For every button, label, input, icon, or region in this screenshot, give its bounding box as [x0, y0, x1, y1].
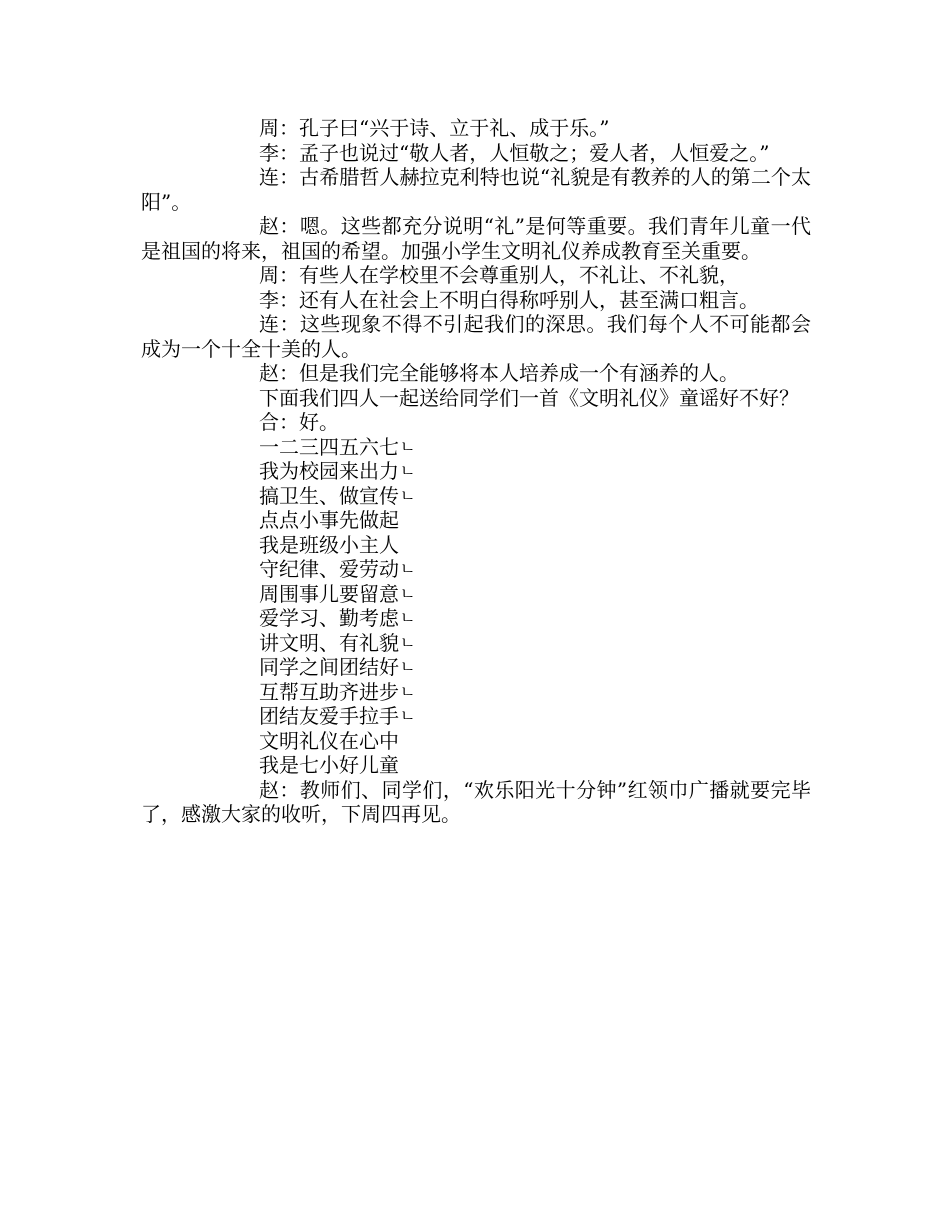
chant-text: 爱学习、勤考虑	[259, 606, 399, 630]
chant-text: 同学之间团结好	[259, 655, 399, 679]
line-end-mark: ㄴ	[400, 485, 416, 505]
chant-line	[141, 533, 811, 558]
chant-text: 讲文明、有礼貌	[259, 630, 399, 655]
chant-line	[141, 435, 811, 460]
chant-line	[141, 729, 811, 754]
dialogue-line: 连：这些现象不得不引起我们的深思。我们每个人不可能都会成为一个十全十美的人。	[141, 312, 811, 361]
dialogue-line: 下面我们四人一起送给同学们一首《文明礼仪》童谣好不好？	[259, 385, 799, 410]
chant-line	[141, 631, 811, 656]
chant-text: 点点小事先做起	[259, 508, 399, 532]
line-end-mark: ㄴ	[400, 706, 416, 725]
line-end-mark: ㄴ	[400, 436, 416, 456]
chant-text: 一二三四五六七	[259, 434, 399, 459]
dialogue-line: 李：孟子也说过“敬人者，人恒敬之；爱人者，人恒爱之。”	[259, 140, 770, 165]
chant-line	[141, 557, 811, 582]
chant-line	[141, 582, 811, 607]
chant-text: 文明礼仪在心中	[259, 728, 399, 753]
chant-verse	[141, 435, 811, 778]
line-end-mark: ㄴ	[400, 608, 416, 627]
chant-line	[141, 655, 811, 680]
chant-text: 互帮互助齐进步	[259, 679, 399, 704]
dialogue-line: 赵：但是我们完全能够将本人培养成一个有涵养的人。	[259, 361, 739, 385]
closing-line: 赵：教师们、同学们，“欢乐阳光十分钟”红领巾广播就要完毕了，感激大家的收听，下周四再见。	[141, 777, 811, 826]
dialogue-line: 周：有些人在学校里不会尊重别人，不礼让、不礼貌，	[259, 263, 739, 287]
document-body	[141, 116, 811, 827]
chant-line	[141, 753, 811, 778]
dialogue-line: 连：古希腊哲人赫拉克利特也说“礼貌是有教养的人的第二个太阳”。	[141, 165, 811, 214]
dialogue-line: 周：孔子曰“兴于诗、立于礼、成于乐。”	[259, 116, 610, 140]
dialogue-line: 合：好。	[259, 410, 339, 434]
line-end-mark: ㄴ	[400, 632, 416, 652]
chant-text: 搞卫生、做宣传	[259, 483, 399, 508]
chant-text: 周围事儿要留意	[259, 581, 399, 606]
chant-line	[141, 606, 811, 631]
dialogue-line: 赵：嗯。这些都充分说明“礼”是何等重要。我们青年儿童一代是祖国的将来，祖国的希望。加强小学生文明礼仪养成教育至关重要。	[141, 214, 811, 263]
dialogue-line: 李：还有人在社会上不明白得称呼别人，甚至满口粗言。	[259, 287, 759, 312]
chant-text: 守纪律、爱劳动	[259, 557, 399, 581]
line-end-mark: ㄴ	[400, 559, 416, 578]
chant-text: 我是七小好儿童	[259, 753, 399, 777]
line-end-mark: ㄴ	[400, 461, 416, 480]
chant-line	[141, 508, 811, 533]
line-end-mark: ㄴ	[400, 681, 416, 701]
chant-line	[141, 680, 811, 705]
line-end-mark: ㄴ	[400, 583, 416, 603]
line-end-mark: ㄴ	[400, 657, 416, 676]
chant-line	[141, 484, 811, 509]
chant-text: 我是班级小主人	[259, 532, 399, 557]
chant-text: 我为校园来出力	[259, 459, 399, 483]
chant-line	[141, 704, 811, 729]
chant-line	[141, 459, 811, 484]
chant-text: 团结友爱手拉手	[259, 704, 399, 728]
